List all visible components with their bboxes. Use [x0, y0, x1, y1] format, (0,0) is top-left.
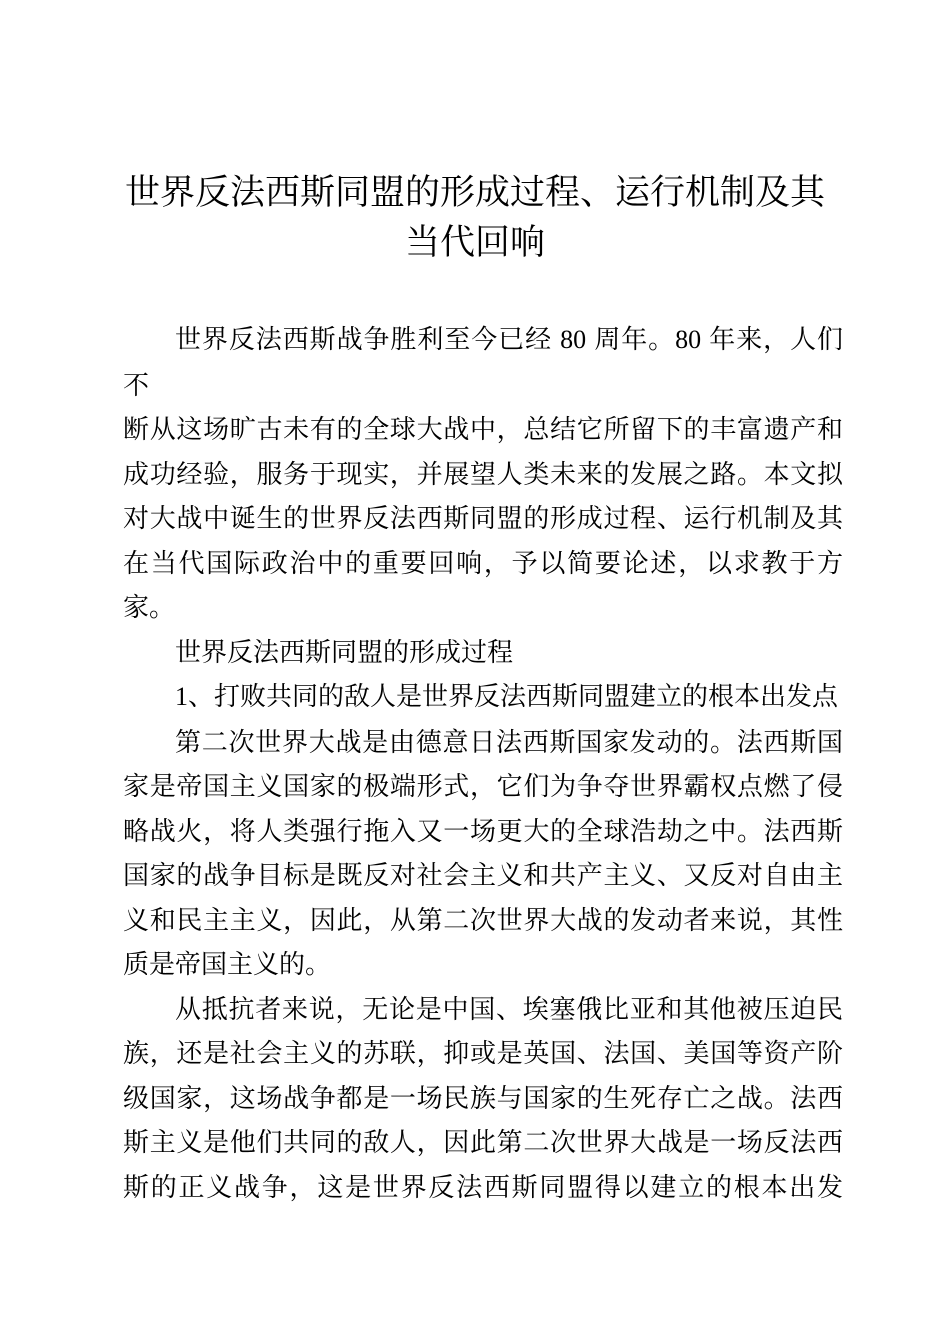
title-line-1: 世界反法西斯同盟的形成过程、运行机制及其 — [124, 173, 825, 212]
text-line: 斯的正义战争，这是世界反法西斯同盟得以建立的根本出发 — [123, 1171, 843, 1202]
text-line: 国家的战争目标是既反对社会主义和共产主义、又反对自由主 — [123, 860, 843, 890]
text-line: 世界反法西斯同盟的形成过程 — [175, 636, 514, 667]
text-line: 级国家，这场战争都是一场民族与国家的生死存亡之战。法西 — [123, 1082, 843, 1113]
latin-text: 80 — [560, 325, 587, 354]
text-line: 第二次世界大战是由德意日法西斯国家发动的。法西斯国 — [175, 726, 843, 757]
text-line: 对大战中诞生的世界反法西斯同盟的形成过程、运行机制及其 — [123, 503, 843, 533]
title-line-2: 当代回响 — [404, 223, 545, 262]
text-line: 成功经验，服务于现实，并展望人类未来的发展之路。本文拟 — [123, 458, 843, 489]
text-line: 家。 — [123, 592, 176, 622]
text-line: 略战火，将人类强行拖入又一场更大的全球浩劫之中。法西斯 — [123, 815, 843, 846]
text-line: 族，还是社会主义的苏联，抑或是英国、法国、美国等资产阶 — [123, 1038, 843, 1068]
text-line: 质是帝国主义的。 — [123, 949, 332, 979]
text-line: 家是帝国主义国家的极端形式，它们为争夺世界霸权点燃了侵 — [123, 771, 843, 801]
paragraph — [123, 720, 843, 987]
text-line: 从抵抗者来说，无论是中国、埃塞俄比亚和其他被压迫民 — [175, 993, 843, 1024]
text-line: 义和民主主义，因此，从第二次世界大战的发动者来说，其性 — [123, 904, 843, 935]
paragraph — [123, 317, 843, 630]
document-title — [0, 0, 950, 268]
document-body — [0, 317, 950, 1209]
text-line: 断从这场旷古未有的全球大战中，总结它所留下的丰富遗产和 — [123, 414, 843, 444]
latin-text: 1 — [175, 682, 188, 711]
text-line: 在当代国际政治中的重要回响，予以简要论述，以求教于方 — [123, 547, 843, 578]
text-line: 世界反法西斯战争胜利至今已经 80 周年。80 年来，人们不 — [123, 324, 843, 400]
section-heading — [123, 630, 843, 675]
latin-text: 80 — [675, 325, 702, 354]
text-line: 1、打败共同的敌人是世界反法西斯同盟建立的根本出发点 — [175, 681, 839, 711]
section-heading — [123, 674, 843, 720]
text-line: 斯主义是他们共同的敌人，因此第二次世界大战是一场反法西 — [123, 1127, 843, 1157]
paragraph — [123, 987, 843, 1210]
